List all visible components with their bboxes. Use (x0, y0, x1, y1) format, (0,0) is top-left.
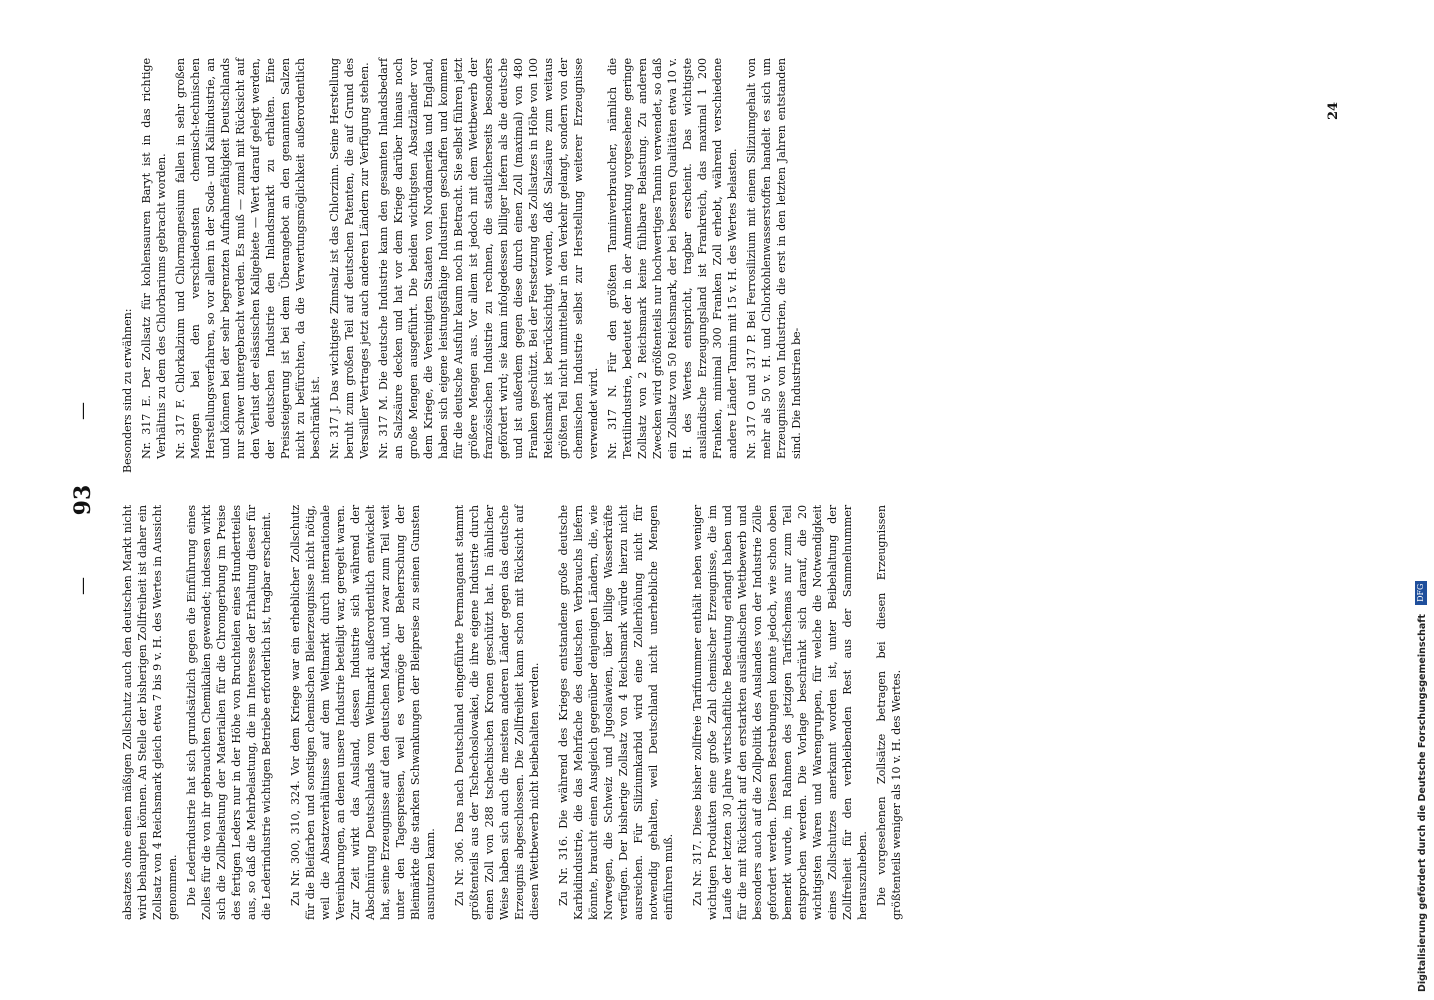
paragraph: Die vorgesehenen Zollsätze betragen bei diesen Erzeugnissen größtenteils weniger als 10 v. H. des Wertes. (875, 505, 903, 920)
paragraph: Die Lederindustrie hat sich grundsätzlich gegen die Einführung eines Zolles für die von ihr gebrauchten Chemikalien gewendet; indessen wirkt sich die Zollbelastung der Materialien für die Chromgerbung im Preise des fertigen Leders nur in der Höhe von Bruchteilen eines Hundertteiles aus, so daß die Mehrbelastung, die im Interesse der Erhaltung dieser für die Lederindustrie wichtigen Betriebe erforderlich ist, tragbar erscheint. (185, 505, 273, 920)
left-text-column (120, 505, 1320, 920)
paragraph: Nr. 317 J. Das wichtigste Zinnsalz ist das Chlorzinn. Seine Herstellung beruht zum großen Teil auf deutschen Patenten, die auf Grund des Versailler Vertrages jetzt auch anderen Ländern zur Verfügung stehen. (328, 58, 371, 459)
digitization-sidebar (1410, 0, 1434, 1000)
paragraph: Zu Nr. 316. Die während des Krieges entstandene große deutsche Karbidindustrie, die das Mehrfache des deutschen Verbrauchs liefern könnte, braucht einen Ausgleich gegenüber denjenigen Ländern, die, wie Norwegen, die Schweiz und Jugoslawien, über billige Wasserkräfte verfügen. Der bisherige Zollsatz von 4 Reichsmark würde hierzu nicht ausreichen. Für Siliziumkarbid wird eine Zollerhöhung nicht für notwendig gehalten, weil Deutschland nicht unerhebliche Mengen einführen muß. (557, 505, 675, 920)
page-header (70, 0, 100, 1000)
paragraph: Nr. 317 O und 317 P. Bei Ferrosilizium mit einem Siliziumgehalt von mehr als 50 v. H. und Chlorkohlenwasserstoffen handelt es sich um Erzeugnisse von Industrien, die erst in den letzten Jahren entstanden sind. Die Industrien be- (745, 58, 803, 459)
right-text-column (120, 58, 1320, 473)
header-dash-right: — (72, 402, 93, 420)
paragraph: Zu Nr. 300, 310, 324. Vor dem Kriege war ein erheblicher Zollschutz für die Bleifarben und sonstigen chemischen Bleierzeugnisse nicht nötig, weil die Absatzverhältnisse auf dem Weltmarkt durch internationale Vereinbarungen, an denen unsere Industrie beteiligt war, geregelt waren. Zur Zeit wirkt das Ausland, dessen Industrie sich während der Abschnürung Deutschlands vom Weltmarkt außerordentlich entwickelt hat, seine Erzeugnisse auf den deutschen Markt, und zwar zum Teil weit unter den Tagespreisen, weil es vermöge der Beherrschung der Bleimärkte die starken Schwankungen der Bleipreise zu seinen Gunsten ausnutzen kann. (289, 505, 437, 920)
paragraph: Nr. 317 E. Der Zollsatz für kohlensauren Baryt ist in das richtige Verhältnis zu dem des Chlorbariums gebracht worden. (140, 58, 168, 459)
page-number: 93 (70, 484, 96, 516)
paragraph: Nr. 317 N. Für den größten Tanninverbraucher, nämlich die Textilindustrie, bedeutet der in der Anmerkung vorgesehene geringe Zollsatz von 2 Reichsmark keine fühlbare Belastung. Zu anderen Zwecken wird größtenteils nur hochwertiges Tannin verwendet, so daß ein Zollsatz von 50 Reichsmark, der bei besseren Qualitäten etwa 10 v. H. des Wertes entspricht, tragbar erscheint. Das wichtigste ausländische Erzeugungsland ist Frankreich, das maximal 1 200 Franken, minimal 300 Franken Zoll erhebt, während verschiedene andere Länder Tannin mit 15 v. H. des Wertes belasten. (606, 58, 739, 459)
paragraph: Nr. 317 M. Die deutsche Industrie kann den gesamten Inlandsbedarf an Salzsäure decken und hat vor dem Kriege darüber hinaus noch große Mengen ausgeführt. Die beiden wichtigsten Absatzländer vor dem Kriege, die Vereinigten Staaten von Nordamerika und England, haben sich eigene leistungsfähige Industrien geschaffen und kommen für die deutsche Ausfuhr kaum noch in Betracht. Sie selbst führen jetzt größere Mengen aus. Vor allem ist jedoch mit dem Wettbewerb der französischen Industrie zu rechnen, die staatlicherseits besonders gefördert wird; sie kann infolgedessen billiger liefern als die deutsche und ist außerdem gegen diese durch einen Zoll (maximal) von 480 Franken geschützt. Bei der Festsetzung des Zollsatzes in Höhe von 100 Reichsmark ist berücksichtigt worden, daß Salzsäure zum weitaus größten Teil nicht unmittelbar in den Verkehr gelangt, sondern von der chemischen Industrie selbst zur Herstellung weiterer Erzeugnisse verwendet wird. (377, 58, 600, 459)
paragraph: Besonders sind zu erwähnen: (121, 308, 134, 473)
sidebar-rotated (1410, 0, 1434, 1000)
paragraph: Zu Nr. 306. Das nach Deutschland eingeführte Permanganat stammt größtenteils aus der Tschechoslowakei, die ihre eigene Industrie durch einen Zoll von 288 tschechischen Kronen geschützt hat. In ähnlicher Weise haben sich auch die meisten anderen Länder gegen das deutsche Erzeugnis abgeschlossen. Die Zollfreiheit kann schon mit Rücksicht auf diesen Wettbewerb nicht beibehalten werden. (453, 505, 541, 920)
sheet-number: 24 (1326, 101, 1341, 120)
digitization-credit: Digitalisierung gefördert durch die Deutsche Forschungsgemeinschaft (1417, 614, 1428, 992)
dfg-logo: DFG (1415, 581, 1427, 605)
paragraph: Nr. 317 F. Chlorkalzium und Chlormagnesium fallen in sehr großen Mengen bei den verschiedensten chemisch-technischen Herstellungsverfahren, so vor allem in der Soda- und Kaliindustrie, an und können bei der sehr begrenzten Aufnahmefähigkeit Deutschlands nur schwer untergebracht werden. Es muß — zumal mit Rücksicht auf den Verlust der elsässischen Kaligebiete — Wert darauf gelegt werden, der deutschen Industrie den Inlandsmarkt zu erhalten. Eine Preissteigerung ist bei dem Überangebot an den genannten Salzen nicht zu befürchten, da die Verwertungsmöglichkeit außerordentlich beschränkt ist. (174, 58, 322, 459)
header-dash-left: — (72, 577, 93, 595)
paragraph: Zu Nr. 317. Diese bisher zollfreie Tarifnummer enthält neben weniger wichtigen Produkten eine große Zahl chemischer Erzeugnisse, die im Laufe der letzten 30 Jahre wirtschaftliche Bedeutung erlangt haben und für die mit Rücksicht auf den erstarkten ausländischen Wettbewerb und besonders auch auf die Zollpolitik des Auslandes von der Industrie Zölle gefordert werden. Diesen Bestrebungen konnte jedoch, wie schon oben bemerkt wurde, im Rahmen des jetzigen Tarifschemas nur zum Teil entsprochen werden. Die Vorlage beschränkt sich darauf, die 20 wichtigsten Waren und Warengruppen, für welche die Notwendigkeit eines Zollschutzes anerkannt worden ist, unter Beibehaltung der Zollfreiheit für den verbleibenden Rest aus der Sammelnummer herauszuheben. (691, 505, 869, 920)
paragraph: absatzes ohne einen mäßigen Zollschutz auch den deutschen Markt nicht wird behaupten können. An Stelle der bisherigen Zollfreiheit ist daher ein Zollsatz von 4 Reichsmark gleich etwa 7 bis 9 v. H. des Wertes in Aussicht genommen. (121, 505, 179, 920)
